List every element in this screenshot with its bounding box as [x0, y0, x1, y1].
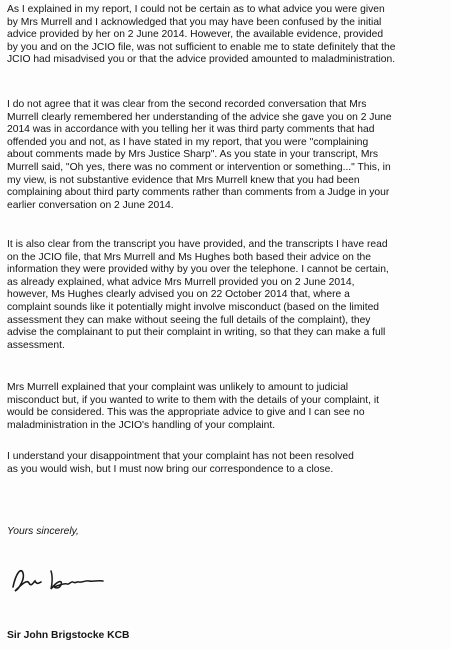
text-line: about comments made by Mrs Justice Sharp". As you state in your transcript, Mrs [7, 149, 379, 161]
text-line: complaint sounds like it potentially might involve misconduct (based on the limited [7, 301, 380, 313]
text-line: assessment. [7, 339, 65, 351]
closing-salutation: Yours sincerely, [7, 526, 79, 537]
text-line: Mrs Murrell explained that your complaint was unlikely to amount to judicial [7, 382, 349, 393]
text-line: on the JCIO file, that Mrs Murrell and Ms Hughes both based their advice on the [7, 251, 372, 263]
handwritten-signature [7, 563, 117, 597]
text-line: JCIO had misadvised you or that the advice provided amounted to maladministration. [7, 54, 396, 66]
text-line: however, Ms Hughes clearly advised you on 22 October 2014 that, where a [7, 289, 350, 301]
text-line: misconduct but, if you wanted to write to them with the details of your complaint, it [7, 394, 380, 406]
text-line: advise the complainant to put their complaint in writing, so that they can make a full [7, 327, 386, 339]
text-line: I do not agree that it was clear from the second recorded conversation that Mrs [7, 99, 367, 110]
text-line: advice provided by her on 2 June 2014. However, the available evidence, provided [7, 29, 384, 41]
text-line: earlier conversation on 2 June 2014. [7, 199, 174, 211]
text-line: maladministration in the JCIO's handling of your complaint. [7, 419, 276, 431]
paragraph-report-explanation [7, 4, 444, 67]
paragraph-conclusion [7, 451, 444, 476]
text-line: would be considered. This was the appropriate advice to give and I can see no [7, 407, 365, 419]
paragraph-misconduct [7, 382, 444, 432]
text-line: Murrell said, "Oh yes, there was no comment or intervention or something..." This, in [7, 161, 391, 173]
text-line: by you and on the JCIO file, was not sufficient to enable me to state definitely that the [7, 41, 396, 53]
text-line: complaining about third party comments rather than comments from a Judge in your [7, 187, 390, 199]
signer-name: Sir John Brigstocke KCB [7, 630, 130, 641]
text-line: assessment they can make without seeing the full details of the complaint), they [7, 314, 371, 326]
text-line: offended you and not, as I have stated in my report, that you were "complaining [7, 136, 369, 148]
paragraph-transcripts [7, 239, 444, 352]
paragraph-second-conversation [7, 99, 444, 212]
text-line: my view, is not substantive evidence that Mrs Murrell knew that you had been [7, 174, 360, 186]
text-line: It is also clear from the transcript you have provided, and the transcripts I have read [7, 239, 388, 250]
text-line: information they were provided withy by you over the telephone. I cannot be certain, [7, 264, 389, 276]
text-line: 2014 was in accordance with you telling her it was third party comments that had [7, 124, 375, 136]
text-line: by Mrs Murrell and I acknowledged that you may have been confused by the initial [7, 16, 382, 28]
text-line: I understand your disappointment that your complaint has not been resolved [7, 451, 354, 462]
text-line: As I explained in my report, I could not be certain as to what advice you were given [7, 4, 385, 15]
text-line: as you would wish, but I must now bring our correspondence to a close. [7, 463, 334, 475]
text-line: as already explained, what advice Mrs Murrell provided you on 2 June 2014, [7, 276, 355, 288]
text-line: Murrell clearly remembered her understanding of the advice she gave you on 2 June [7, 111, 392, 123]
